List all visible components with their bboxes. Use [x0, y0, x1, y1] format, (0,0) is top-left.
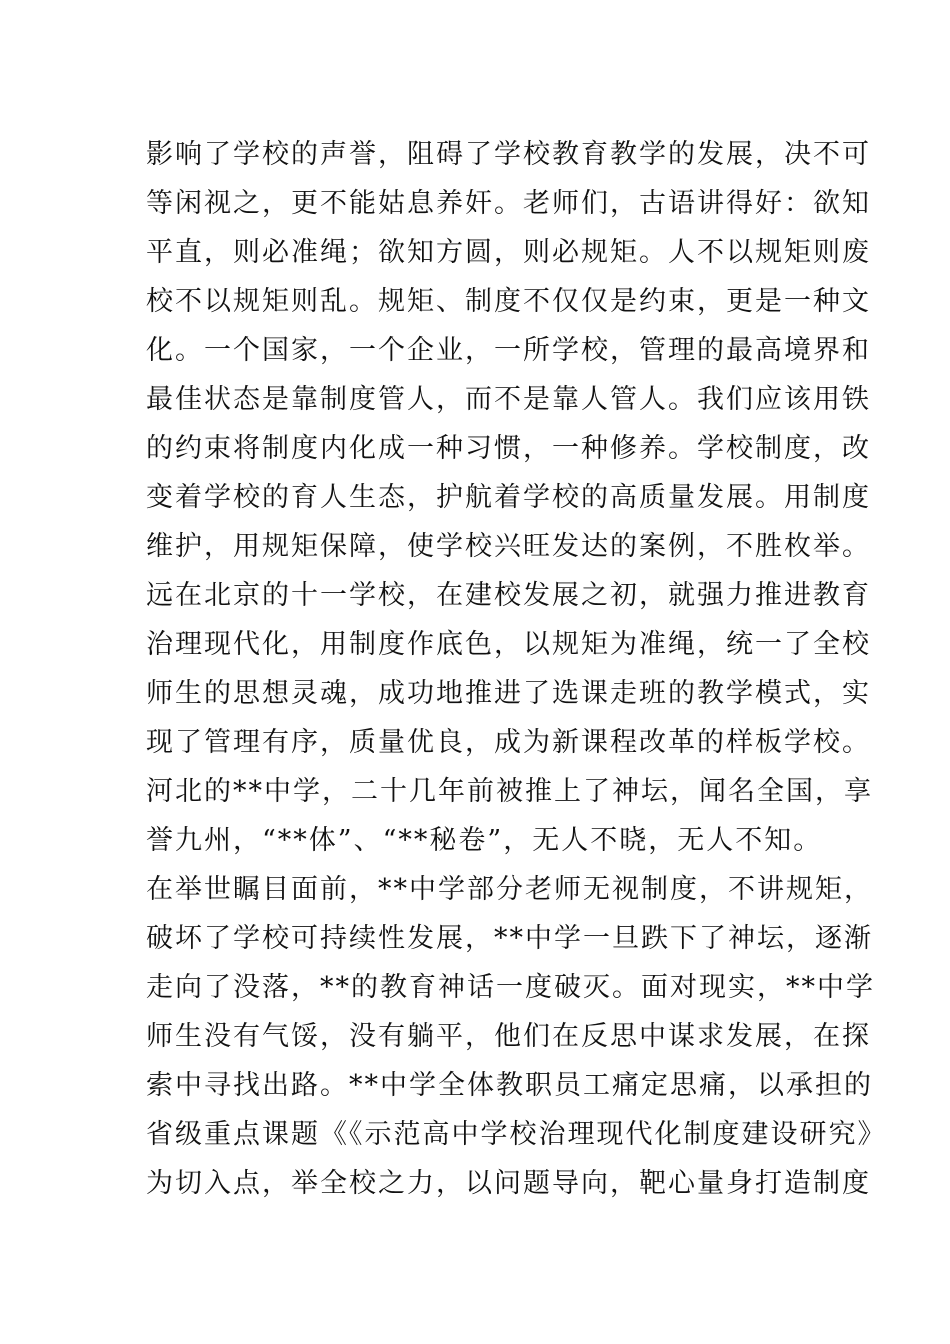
text-line: 治理现代化，用制度作底色，以规矩为准绳，统一了全校: [146, 629, 871, 660]
text-line: 索中寻找出路。**中学全体教职员工痛定思痛，以承担的: [146, 1070, 873, 1101]
body-text: [146, 130, 887, 1208]
text-line: 为切入点，举全校之力，以问题导向，靶心量身打造制度: [146, 1168, 871, 1199]
text-line: 平直，则必准绳；欲知方圆，则必规矩。人不以规矩则废: [146, 237, 871, 268]
text-line: 河北的**中学，二十几年前被推上了神坛，闻名全国，享: [146, 776, 873, 807]
text-line: 化。一个国家，一个企业，一所学校，管理的最高境界和: [146, 335, 871, 366]
text-line: 校不以规矩则乱。规矩、制度不仅仅是约束，更是一种文: [146, 286, 871, 317]
text-line: 破坏了学校可持续性发展，**中学一旦跌下了神坛，逐渐: [146, 923, 873, 954]
text-line: 最佳状态是靠制度管人，而不是靠人管人。我们应该用铁: [146, 384, 871, 415]
text-line: 誉九州，“**体”、“**秘卷”，无人不晓，无人不知。: [146, 825, 823, 856]
text-line: 师生的思想灵魂，成功地推进了选课走班的教学模式，实: [146, 678, 871, 709]
text-line: 现了管理有序，质量优良，成为新课程改革的样板学校。: [146, 727, 871, 758]
text-line: 师生没有气馁，没有躺平，他们在反思中谋求发展，在探: [146, 1021, 871, 1052]
text-line: 等闲视之，更不能姑息养奸。老师们，古语讲得好：欲知: [146, 188, 871, 219]
text-line: 影响了学校的声誉，阻碍了学校教育教学的发展，决不可: [146, 139, 871, 170]
text-line: 变着学校的育人生态，护航着学校的高质量发展。用制度: [146, 482, 871, 513]
text-line: 省级重点课题《《示范高中学校治理现代化制度建设研究》: [146, 1119, 887, 1150]
text-line: 的约束将制度内化成一种习惯，一种修养。学校制度，改: [146, 433, 871, 464]
text-line: 在举世瞩目面前，**中学部分老师无视制度，不讲规矩，: [146, 874, 873, 905]
text-line: 维护，用规矩保障，使学校兴旺发达的案例，不胜枚举。: [146, 531, 871, 562]
text-line: 远在北京的十一学校，在建校发展之初，就强力推进教育: [146, 580, 871, 611]
text-line: 走向了没落，**的教育神话一度破灭。面对现实，**中学: [146, 972, 875, 1003]
